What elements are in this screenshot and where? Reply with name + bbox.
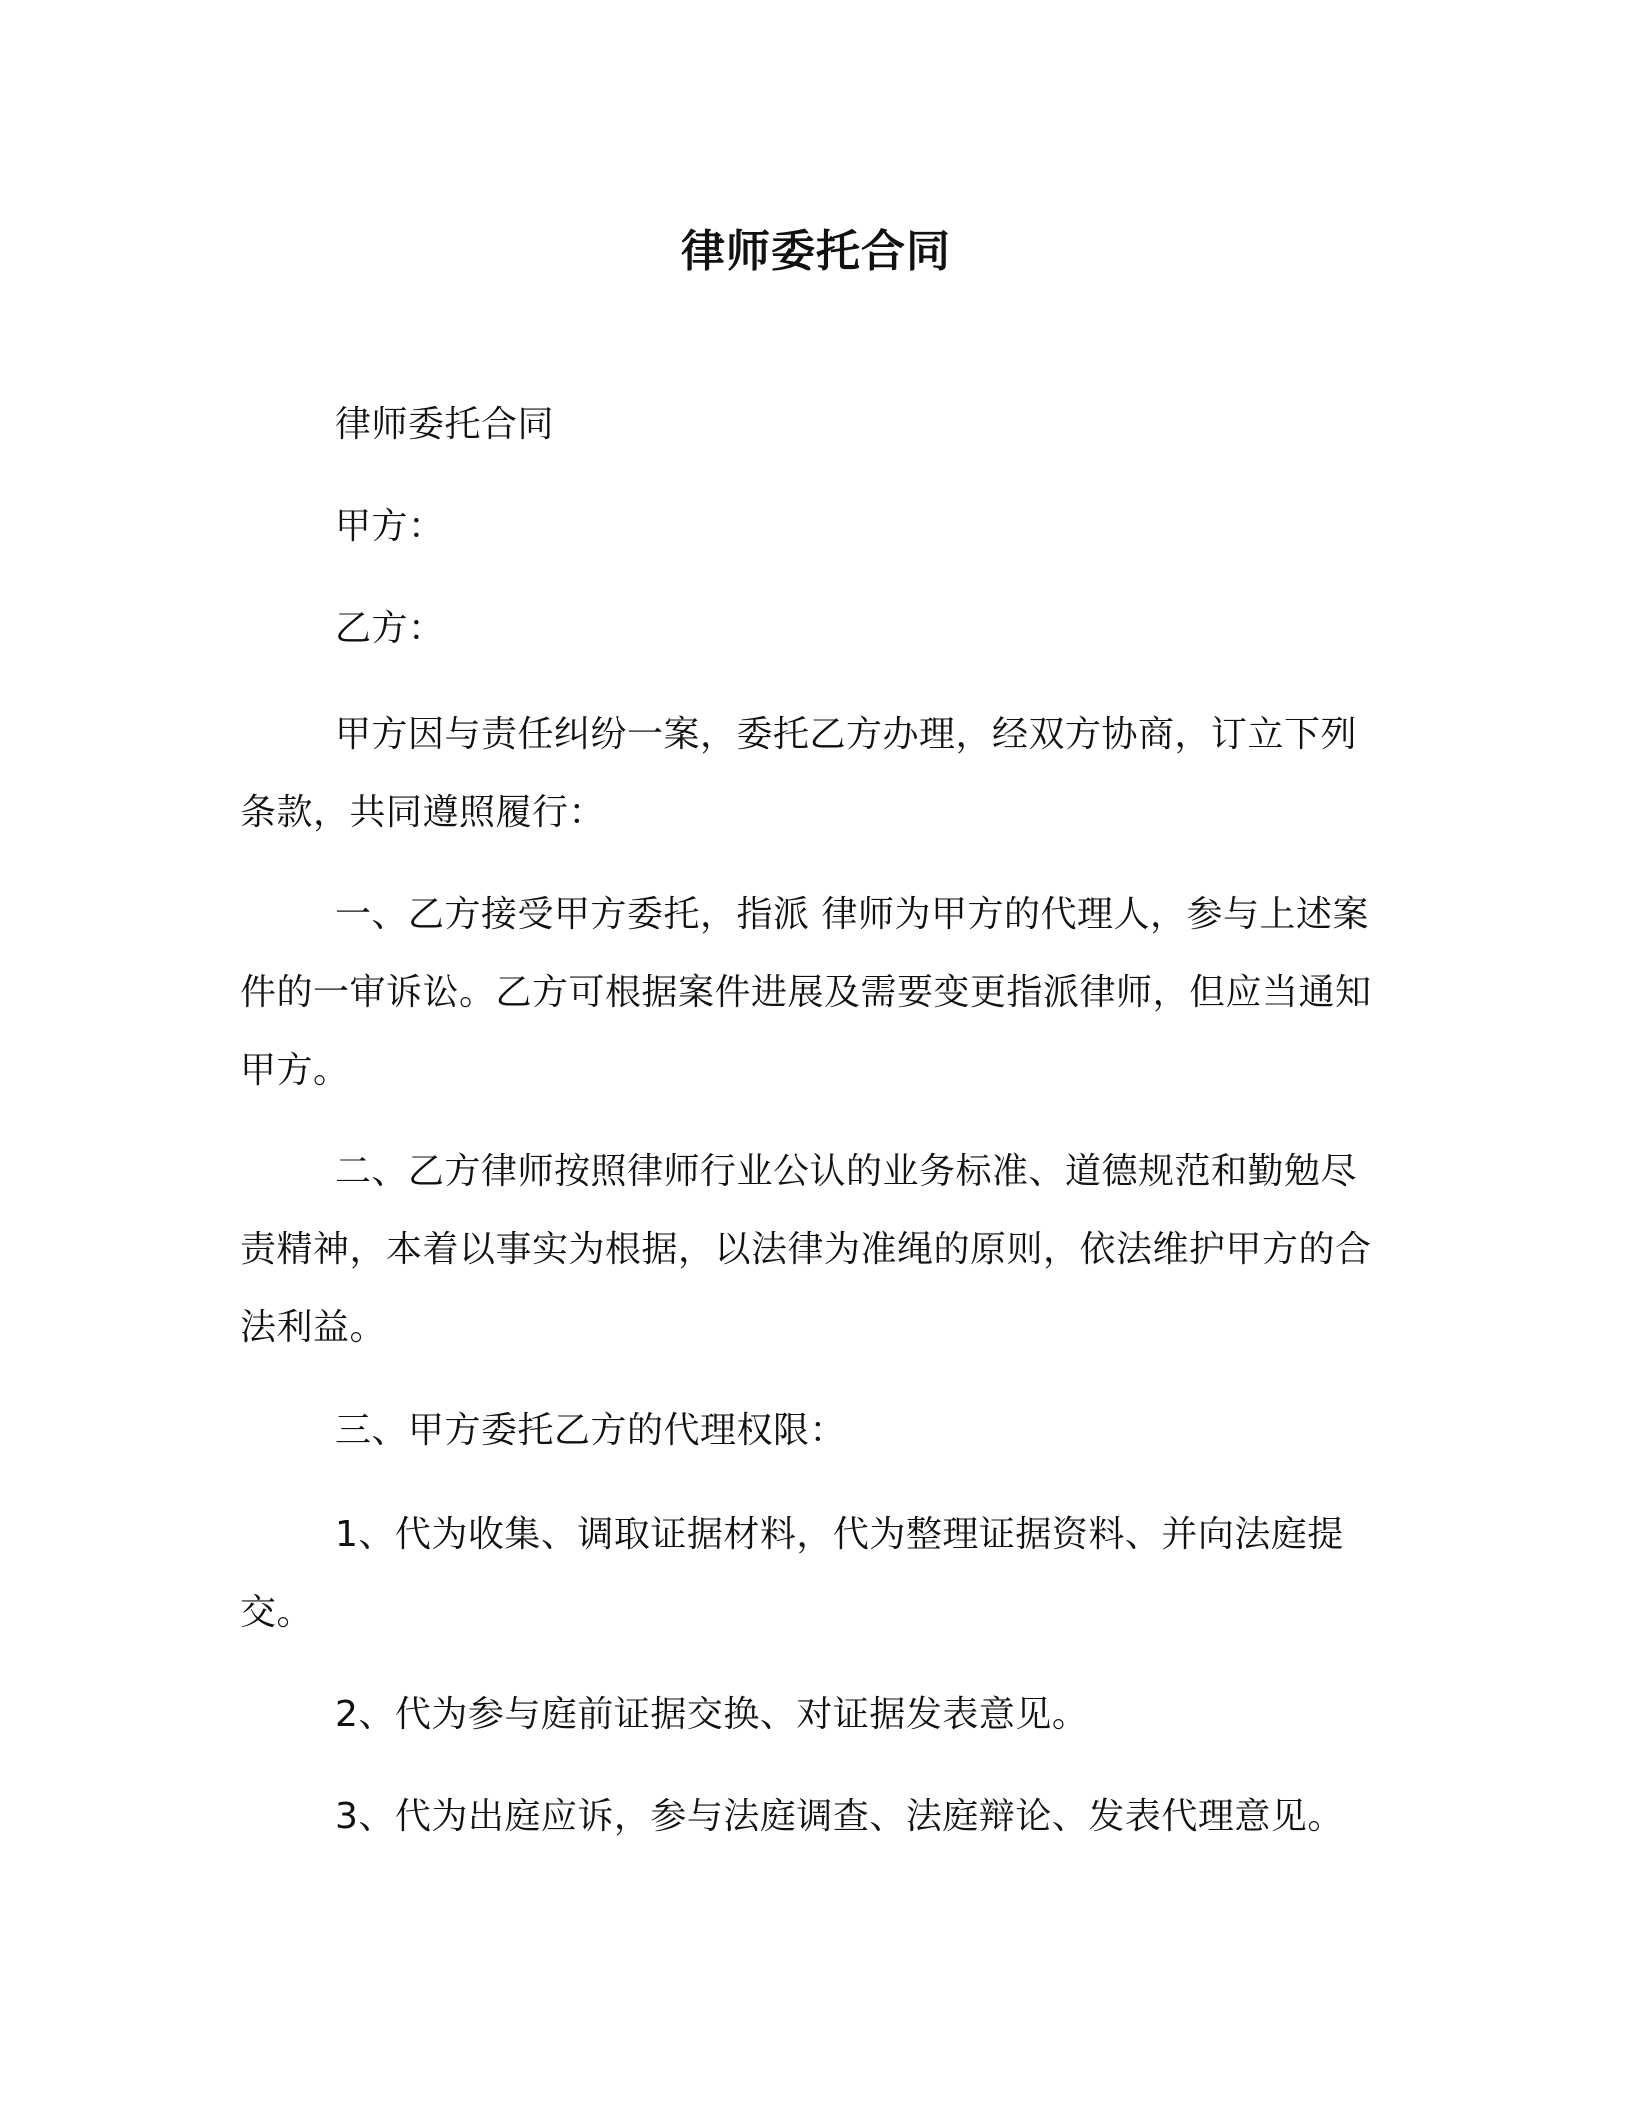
authority-item-2: 2、代为参与庭前证据交换、对证据发表意见。: [335, 1694, 1089, 1735]
intro-paragraph: 甲方因与责任纠纷一案，委托乙方办理，经双方协商，订立下列条款，共同遵照履行：: [240, 714, 1358, 833]
clause-two: 二、乙方律师按照律师行业公认的业务标准、道德规范和勤勉尽责精神，本着以事实为根据，以法律为准绳的原则，依法维护甲方的合法利益。: [240, 1151, 1372, 1348]
contract-heading: 律师委托合同: [335, 404, 555, 445]
document-title: 律师委托合同: [681, 226, 951, 277]
authority-item-1: 1、代为收集、调取证据材料，代为整理证据资料、并向法庭提交。: [240, 1514, 1344, 1633]
authority-item-3: 3、代为出庭应诉，参与法庭调查、法庭辩论、发表代理意见。: [335, 1796, 1344, 1837]
party-b-line: 乙方：: [335, 608, 445, 649]
party-a-line: 甲方：: [335, 506, 445, 547]
clause-one: 一、乙方接受甲方委托，指派 律师为甲方的代理人，参与上述案件的一审诉讼。乙方可根据案件进展及需要变更指派律师，但应当通知甲方。: [240, 894, 1372, 1091]
clause-three: 三、甲方委托乙方的代理权限：: [335, 1410, 847, 1451]
